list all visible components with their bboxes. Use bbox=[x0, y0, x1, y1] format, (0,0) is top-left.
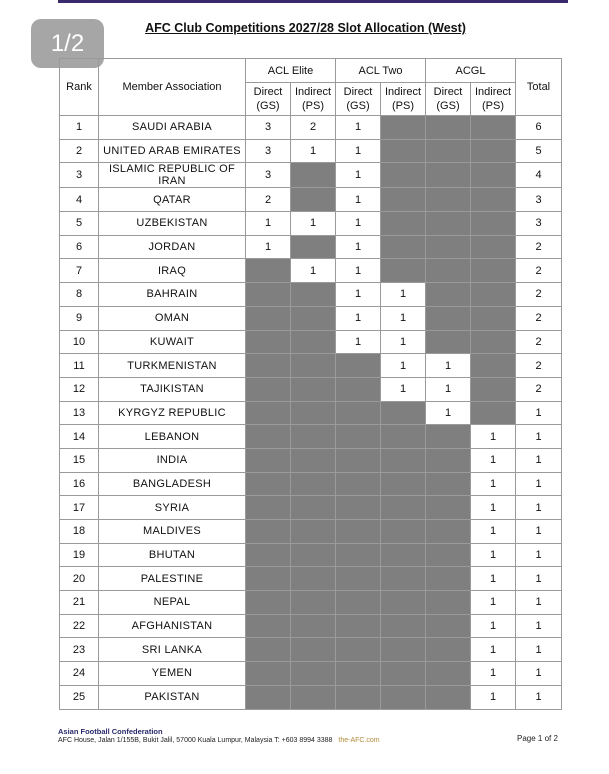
acgl-direct-cell bbox=[426, 283, 471, 307]
member-association-cell: IRAQ bbox=[99, 259, 246, 283]
rank-cell: 21 bbox=[60, 591, 99, 615]
rank-cell: 23 bbox=[60, 638, 99, 662]
elite-indirect-cell bbox=[291, 163, 336, 188]
header-rank: Rank bbox=[60, 59, 99, 116]
two-direct-cell bbox=[336, 496, 381, 520]
acgl-indirect-cell bbox=[471, 188, 516, 212]
table-row bbox=[60, 567, 562, 591]
acgl-indirect-cell bbox=[471, 401, 516, 425]
elite-direct-cell bbox=[246, 638, 291, 662]
elite-indirect-cell bbox=[291, 662, 336, 686]
two-direct-cell bbox=[336, 448, 381, 472]
acgl-indirect-cell: 1 bbox=[471, 591, 516, 615]
total-cell: 3 bbox=[516, 212, 562, 236]
elite-direct-cell bbox=[246, 614, 291, 638]
two-direct-cell: 1 bbox=[336, 330, 381, 354]
rank-cell: 17 bbox=[60, 496, 99, 520]
total-cell: 2 bbox=[516, 235, 562, 259]
table-row bbox=[60, 259, 562, 283]
elite-direct-cell: 1 bbox=[246, 235, 291, 259]
two-direct-cell bbox=[336, 425, 381, 449]
table-row bbox=[60, 330, 562, 354]
two-indirect-cell bbox=[381, 116, 426, 140]
elite-direct-cell bbox=[246, 306, 291, 330]
table-row bbox=[60, 638, 562, 662]
elite-indirect-cell bbox=[291, 448, 336, 472]
rank-cell: 3 bbox=[60, 163, 99, 188]
two-indirect-cell: 1 bbox=[381, 306, 426, 330]
elite-direct-cell bbox=[246, 662, 291, 686]
acgl-direct-cell bbox=[426, 212, 471, 236]
elite-indirect-cell bbox=[291, 330, 336, 354]
member-association-cell: OMAN bbox=[99, 306, 246, 330]
acgl-direct-cell bbox=[426, 638, 471, 662]
elite-indirect-cell bbox=[291, 543, 336, 567]
page-number: Page 1 of 2 bbox=[517, 734, 558, 743]
member-association-cell: BAHRAIN bbox=[99, 283, 246, 307]
elite-indirect-cell bbox=[291, 614, 336, 638]
elite-indirect-cell bbox=[291, 685, 336, 709]
acgl-direct-cell bbox=[426, 425, 471, 449]
rank-cell: 25 bbox=[60, 685, 99, 709]
table-row bbox=[60, 116, 562, 140]
rank-cell: 7 bbox=[60, 259, 99, 283]
acgl-direct-cell: 1 bbox=[426, 401, 471, 425]
two-indirect-cell bbox=[381, 425, 426, 449]
elite-direct-cell bbox=[246, 472, 291, 496]
two-indirect-cell bbox=[381, 614, 426, 638]
elite-indirect-cell bbox=[291, 425, 336, 449]
total-cell: 2 bbox=[516, 330, 562, 354]
elite-direct-cell bbox=[246, 401, 291, 425]
member-association-cell: KYRGYZ REPUBLIC bbox=[99, 401, 246, 425]
table-row bbox=[60, 448, 562, 472]
acgl-direct-cell bbox=[426, 543, 471, 567]
table-row bbox=[60, 377, 562, 401]
acgl-direct-cell bbox=[426, 567, 471, 591]
acgl-direct-cell bbox=[426, 520, 471, 544]
two-indirect-cell: 1 bbox=[381, 377, 426, 401]
two-indirect-cell: 1 bbox=[381, 283, 426, 307]
total-cell: 1 bbox=[516, 448, 562, 472]
total-cell: 1 bbox=[516, 591, 562, 615]
total-cell: 2 bbox=[516, 283, 562, 307]
acgl-indirect-cell bbox=[471, 259, 516, 283]
footer-address bbox=[58, 737, 380, 744]
member-association-cell: YEMEN bbox=[99, 662, 246, 686]
elite-direct-cell bbox=[246, 448, 291, 472]
total-cell: 6 bbox=[516, 116, 562, 140]
acgl-direct-cell bbox=[426, 330, 471, 354]
table-row bbox=[60, 401, 562, 425]
two-indirect-cell bbox=[381, 496, 426, 520]
elite-direct-cell bbox=[246, 425, 291, 449]
table-row bbox=[60, 662, 562, 686]
acgl-indirect-cell: 1 bbox=[471, 448, 516, 472]
two-indirect-cell bbox=[381, 567, 426, 591]
two-indirect-cell bbox=[381, 591, 426, 615]
acgl-indirect-cell bbox=[471, 139, 516, 163]
two-indirect-cell bbox=[381, 235, 426, 259]
acgl-direct-cell bbox=[426, 448, 471, 472]
two-direct-cell bbox=[336, 638, 381, 662]
acgl-indirect-cell bbox=[471, 283, 516, 307]
acgl-direct-cell bbox=[426, 306, 471, 330]
table-row bbox=[60, 591, 562, 615]
elite-direct-cell bbox=[246, 496, 291, 520]
two-indirect-cell bbox=[381, 139, 426, 163]
elite-indirect-cell: 1 bbox=[291, 212, 336, 236]
footer-address-text: AFC House, Jalan 1/155B, Bukit Jalil, 57000 Kuala Lumpur, Malaysia T: +603 8994 3388 bbox=[58, 737, 333, 744]
acgl-direct-cell bbox=[426, 188, 471, 212]
elite-direct-cell bbox=[246, 543, 291, 567]
table-row bbox=[60, 685, 562, 709]
two-indirect-cell bbox=[381, 685, 426, 709]
total-cell: 1 bbox=[516, 472, 562, 496]
page-title: AFC Club Competitions 2027/28 Slot Allocation (West) bbox=[145, 21, 466, 35]
header-member-association: Member Association bbox=[99, 59, 246, 116]
elite-indirect-cell bbox=[291, 567, 336, 591]
acgl-direct-cell bbox=[426, 472, 471, 496]
total-cell: 1 bbox=[516, 425, 562, 449]
member-association-cell: BHUTAN bbox=[99, 543, 246, 567]
elite-indirect-cell bbox=[291, 520, 336, 544]
acgl-indirect-cell: 1 bbox=[471, 520, 516, 544]
acgl-direct-cell bbox=[426, 496, 471, 520]
table-row bbox=[60, 425, 562, 449]
rank-cell: 12 bbox=[60, 377, 99, 401]
two-direct-cell bbox=[336, 614, 381, 638]
total-cell: 1 bbox=[516, 662, 562, 686]
acgl-indirect-cell bbox=[471, 116, 516, 140]
two-indirect-cell: 1 bbox=[381, 354, 426, 378]
acgl-indirect-cell bbox=[471, 235, 516, 259]
two-direct-cell: 1 bbox=[336, 212, 381, 236]
two-direct-cell bbox=[336, 377, 381, 401]
two-direct-cell bbox=[336, 520, 381, 544]
table-row bbox=[60, 614, 562, 638]
acgl-indirect-cell: 1 bbox=[471, 472, 516, 496]
total-cell: 2 bbox=[516, 377, 562, 401]
member-association-cell: SAUDI ARABIA bbox=[99, 116, 246, 140]
member-association-cell: MALDIVES bbox=[99, 520, 246, 544]
acgl-direct-cell bbox=[426, 614, 471, 638]
total-cell: 1 bbox=[516, 567, 562, 591]
table-row bbox=[60, 283, 562, 307]
elite-indirect-cell bbox=[291, 591, 336, 615]
elite-indirect-cell bbox=[291, 472, 336, 496]
member-association-cell: BANGLADESH bbox=[99, 472, 246, 496]
acgl-direct-cell bbox=[426, 591, 471, 615]
table-row bbox=[60, 472, 562, 496]
elite-direct-cell bbox=[246, 377, 291, 401]
elite-indirect-cell bbox=[291, 638, 336, 662]
member-association-cell: JORDAN bbox=[99, 235, 246, 259]
acgl-direct-cell: 1 bbox=[426, 354, 471, 378]
acgl-direct-cell bbox=[426, 259, 471, 283]
two-direct-cell bbox=[336, 354, 381, 378]
rank-cell: 16 bbox=[60, 472, 99, 496]
elite-direct-cell: 1 bbox=[246, 212, 291, 236]
two-direct-cell bbox=[336, 591, 381, 615]
table-row bbox=[60, 354, 562, 378]
total-cell: 1 bbox=[516, 543, 562, 567]
elite-direct-cell bbox=[246, 330, 291, 354]
acgl-direct-cell bbox=[426, 116, 471, 140]
two-direct-cell: 1 bbox=[336, 306, 381, 330]
two-indirect-cell bbox=[381, 163, 426, 188]
rank-cell: 11 bbox=[60, 354, 99, 378]
header-elite-direct: Direct (GS) bbox=[246, 83, 291, 116]
total-cell: 2 bbox=[516, 259, 562, 283]
member-association-cell: QATAR bbox=[99, 188, 246, 212]
two-indirect-cell bbox=[381, 520, 426, 544]
two-indirect-cell bbox=[381, 472, 426, 496]
rank-cell: 22 bbox=[60, 614, 99, 638]
elite-indirect-cell bbox=[291, 377, 336, 401]
total-cell: 2 bbox=[516, 306, 562, 330]
acgl-indirect-cell bbox=[471, 163, 516, 188]
rank-cell: 5 bbox=[60, 212, 99, 236]
total-cell: 1 bbox=[516, 401, 562, 425]
elite-direct-cell bbox=[246, 259, 291, 283]
two-indirect-cell bbox=[381, 662, 426, 686]
member-association-cell: PAKISTAN bbox=[99, 685, 246, 709]
two-indirect-cell bbox=[381, 259, 426, 283]
member-association-cell: TURKMENISTAN bbox=[99, 354, 246, 378]
top-rule bbox=[58, 0, 568, 3]
acgl-indirect-cell: 1 bbox=[471, 685, 516, 709]
total-cell: 1 bbox=[516, 638, 562, 662]
rank-cell: 19 bbox=[60, 543, 99, 567]
two-indirect-cell bbox=[381, 638, 426, 662]
acgl-indirect-cell bbox=[471, 377, 516, 401]
header-acl-two: ACL Two bbox=[336, 59, 426, 83]
header-total: Total bbox=[516, 59, 562, 116]
elite-direct-cell bbox=[246, 520, 291, 544]
acgl-indirect-cell: 1 bbox=[471, 496, 516, 520]
rank-cell: 2 bbox=[60, 139, 99, 163]
two-indirect-cell bbox=[381, 543, 426, 567]
acgl-direct-cell bbox=[426, 163, 471, 188]
header-acgl-direct: Direct (GS) bbox=[426, 83, 471, 116]
elite-indirect-cell bbox=[291, 188, 336, 212]
rank-cell: 18 bbox=[60, 520, 99, 544]
acgl-indirect-cell: 1 bbox=[471, 425, 516, 449]
rank-cell: 15 bbox=[60, 448, 99, 472]
acgl-indirect-cell bbox=[471, 330, 516, 354]
table-row bbox=[60, 212, 562, 236]
elite-indirect-cell bbox=[291, 283, 336, 307]
member-association-cell: ISLAMIC REPUBLIC OF IRAN bbox=[99, 163, 246, 188]
acgl-indirect-cell bbox=[471, 306, 516, 330]
rank-cell: 13 bbox=[60, 401, 99, 425]
member-association-cell: SRI LANKA bbox=[99, 638, 246, 662]
header-elite-indirect: Indirect (PS) bbox=[291, 83, 336, 116]
table-row bbox=[60, 306, 562, 330]
two-direct-cell bbox=[336, 685, 381, 709]
member-association-cell: TAJIKISTAN bbox=[99, 377, 246, 401]
two-direct-cell: 1 bbox=[336, 163, 381, 188]
acgl-indirect-cell bbox=[471, 354, 516, 378]
acgl-direct-cell bbox=[426, 235, 471, 259]
slot-allocation-table bbox=[59, 58, 562, 710]
elite-indirect-cell bbox=[291, 496, 336, 520]
elite-indirect-cell: 2 bbox=[291, 116, 336, 140]
rank-cell: 8 bbox=[60, 283, 99, 307]
elite-direct-cell bbox=[246, 567, 291, 591]
rank-cell: 20 bbox=[60, 567, 99, 591]
member-association-cell: LEBANON bbox=[99, 425, 246, 449]
two-indirect-cell bbox=[381, 448, 426, 472]
table-body bbox=[60, 116, 562, 710]
elite-direct-cell: 2 bbox=[246, 188, 291, 212]
elite-direct-cell: 3 bbox=[246, 116, 291, 140]
two-direct-cell: 1 bbox=[336, 139, 381, 163]
table-row bbox=[60, 235, 562, 259]
elite-indirect-cell: 1 bbox=[291, 259, 336, 283]
acgl-indirect-cell bbox=[471, 212, 516, 236]
two-indirect-cell bbox=[381, 212, 426, 236]
rank-cell: 6 bbox=[60, 235, 99, 259]
footer-website-link[interactable]: the-AFC.com bbox=[338, 737, 380, 744]
rank-cell: 9 bbox=[60, 306, 99, 330]
acgl-indirect-cell: 1 bbox=[471, 614, 516, 638]
acgl-indirect-cell: 1 bbox=[471, 662, 516, 686]
two-direct-cell bbox=[336, 401, 381, 425]
rank-cell: 24 bbox=[60, 662, 99, 686]
table-row bbox=[60, 543, 562, 567]
two-direct-cell: 1 bbox=[336, 116, 381, 140]
member-association-cell: PALESTINE bbox=[99, 567, 246, 591]
acgl-direct-cell bbox=[426, 139, 471, 163]
two-indirect-cell bbox=[381, 401, 426, 425]
total-cell: 2 bbox=[516, 354, 562, 378]
header-two-direct: Direct (GS) bbox=[336, 83, 381, 116]
rank-cell: 1 bbox=[60, 116, 99, 140]
elite-direct-cell bbox=[246, 591, 291, 615]
elite-indirect-cell bbox=[291, 354, 336, 378]
two-direct-cell bbox=[336, 662, 381, 686]
elite-direct-cell: 3 bbox=[246, 139, 291, 163]
total-cell: 1 bbox=[516, 614, 562, 638]
two-indirect-cell bbox=[381, 188, 426, 212]
member-association-cell: NEPAL bbox=[99, 591, 246, 615]
elite-indirect-cell bbox=[291, 235, 336, 259]
member-association-cell: UZBEKISTAN bbox=[99, 212, 246, 236]
elite-indirect-cell bbox=[291, 306, 336, 330]
two-direct-cell: 1 bbox=[336, 188, 381, 212]
page-indicator-badge: 1/2 bbox=[31, 19, 104, 68]
rank-cell: 10 bbox=[60, 330, 99, 354]
two-direct-cell bbox=[336, 567, 381, 591]
header-two-indirect: Indirect (PS) bbox=[381, 83, 426, 116]
acgl-indirect-cell: 1 bbox=[471, 567, 516, 591]
member-association-cell: AFGHANISTAN bbox=[99, 614, 246, 638]
elite-direct-cell bbox=[246, 685, 291, 709]
rank-cell: 14 bbox=[60, 425, 99, 449]
elite-direct-cell: 3 bbox=[246, 163, 291, 188]
total-cell: 1 bbox=[516, 520, 562, 544]
elite-direct-cell bbox=[246, 354, 291, 378]
total-cell: 4 bbox=[516, 163, 562, 188]
two-direct-cell: 1 bbox=[336, 283, 381, 307]
rank-cell: 4 bbox=[60, 188, 99, 212]
two-indirect-cell: 1 bbox=[381, 330, 426, 354]
table-row bbox=[60, 163, 562, 188]
two-direct-cell bbox=[336, 472, 381, 496]
two-direct-cell bbox=[336, 543, 381, 567]
header-acl-elite: ACL Elite bbox=[246, 59, 336, 83]
member-association-cell: SYRIA bbox=[99, 496, 246, 520]
member-association-cell: KUWAIT bbox=[99, 330, 246, 354]
acgl-direct-cell bbox=[426, 662, 471, 686]
member-association-cell: INDIA bbox=[99, 448, 246, 472]
acgl-direct-cell bbox=[426, 685, 471, 709]
elite-indirect-cell: 1 bbox=[291, 139, 336, 163]
elite-direct-cell bbox=[246, 283, 291, 307]
acgl-direct-cell: 1 bbox=[426, 377, 471, 401]
header-acgl: ACGL bbox=[426, 59, 516, 83]
total-cell: 1 bbox=[516, 496, 562, 520]
table-row bbox=[60, 520, 562, 544]
total-cell: 5 bbox=[516, 139, 562, 163]
total-cell: 1 bbox=[516, 685, 562, 709]
elite-indirect-cell bbox=[291, 401, 336, 425]
footer-organization: Asian Football Confederation bbox=[58, 727, 163, 736]
two-direct-cell: 1 bbox=[336, 235, 381, 259]
two-direct-cell: 1 bbox=[336, 259, 381, 283]
total-cell: 3 bbox=[516, 188, 562, 212]
table-row bbox=[60, 188, 562, 212]
acgl-indirect-cell: 1 bbox=[471, 638, 516, 662]
table-row bbox=[60, 139, 562, 163]
member-association-cell: UNITED ARAB EMIRATES bbox=[99, 139, 246, 163]
acgl-indirect-cell: 1 bbox=[471, 543, 516, 567]
table-row bbox=[60, 496, 562, 520]
header-acgl-indirect: Indirect (PS) bbox=[471, 83, 516, 116]
